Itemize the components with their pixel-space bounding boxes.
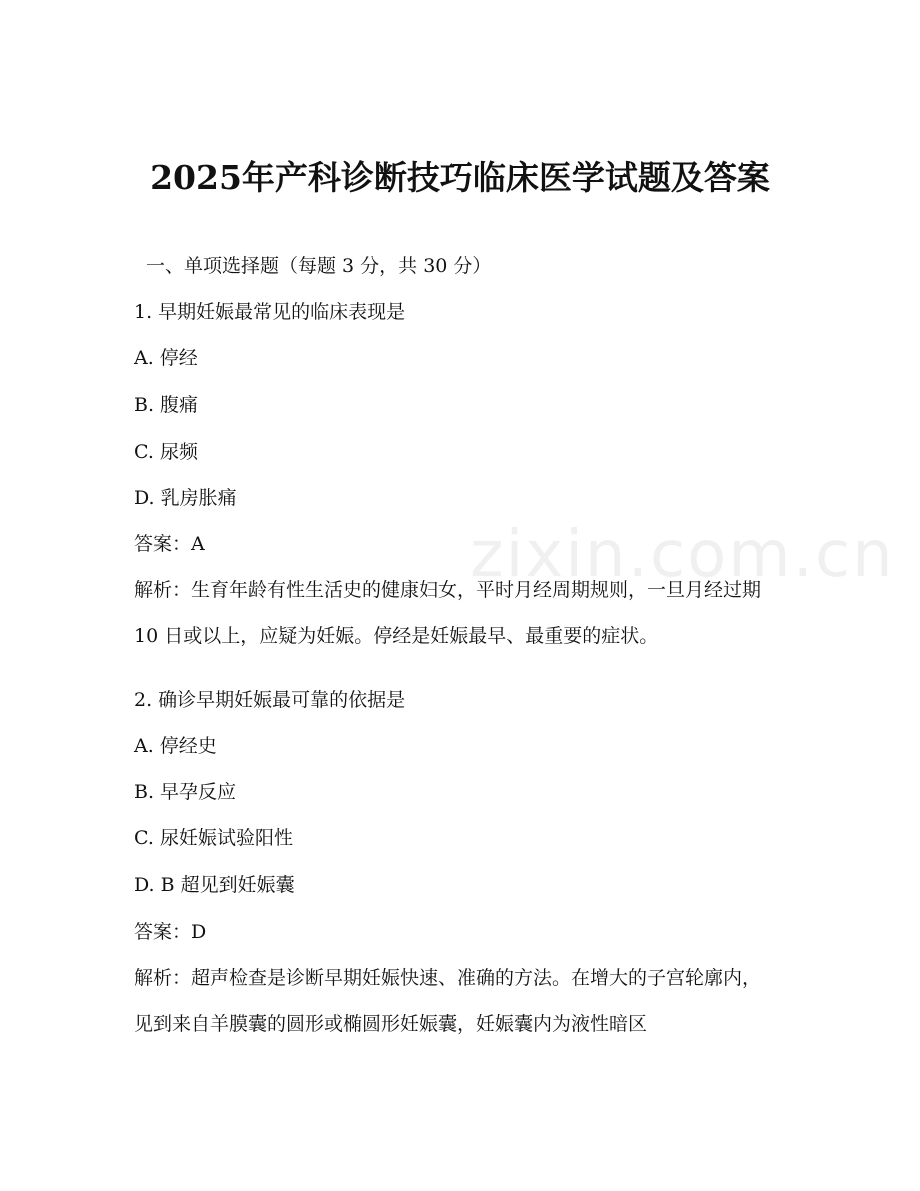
question-stem: 1. 早期妊娠最常见的临床表现是 <box>134 301 406 323</box>
section-heading: 一、单项选择题（每题 3 分，共 30 分） <box>146 255 492 277</box>
option-item: C. 尿妊娠试验阳性 <box>134 827 293 849</box>
explanation-paragraph: 解析：超声检查是诊断早期妊娠快速、准确的方法。在增大的子宫轮廓内，见到来自羊膜囊的圆形或椭圆形妊娠囊，妊娠囊内为液性暗区 <box>134 967 762 1035</box>
answer-line: 答案：D <box>134 921 207 943</box>
watermark: zixin.com.cn <box>470 518 895 592</box>
document-title: 2025年产科诊断技巧临床医学试题及答案 <box>150 158 770 197</box>
option-item: C. 尿频 <box>134 441 198 463</box>
question-stem: 2. 确诊早期妊娠最可靠的依据是 <box>134 689 406 711</box>
option-item: B. 腹痛 <box>134 394 199 416</box>
option-item: D. B 超见到妊娠囊 <box>134 874 295 896</box>
option-item: D. 乳房胀痛 <box>134 487 237 509</box>
option-item: A. 停经史 <box>134 735 217 757</box>
option-item: B. 早孕反应 <box>134 781 237 803</box>
answer-line: 答案：A <box>134 533 205 555</box>
option-item: A. 停经 <box>134 347 198 369</box>
explanation-paragraph: 解析：生育年龄有性生活史的健康妇女，平时月经周期规则，一旦月经过期 10 日或以上，应疑为妊娠。停经是妊娠最早、最重要的症状。 <box>134 579 762 647</box>
